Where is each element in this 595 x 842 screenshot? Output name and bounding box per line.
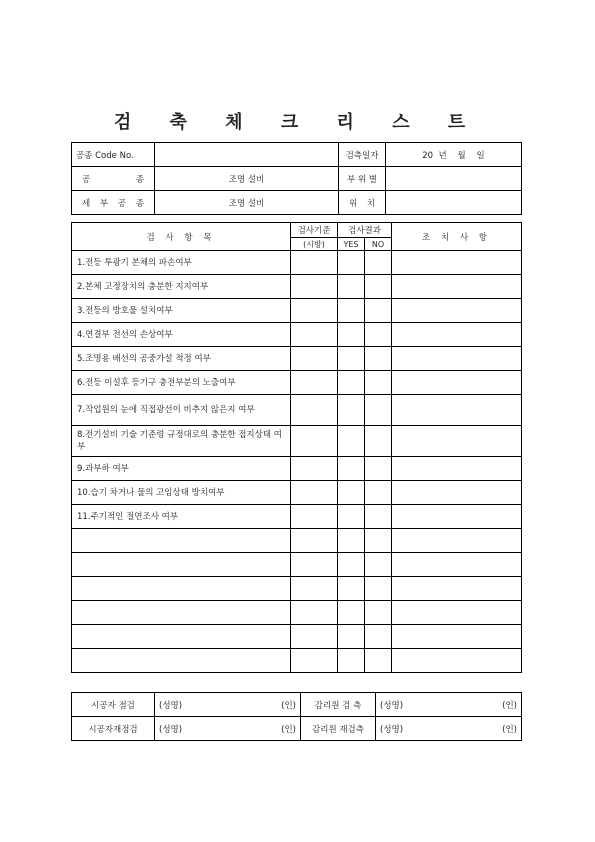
no-cell[interactable]: [365, 481, 392, 505]
criteria-cell[interactable]: [291, 481, 338, 505]
checklist-row: [72, 251, 522, 275]
yes-cell[interactable]: [338, 625, 365, 649]
action-cell[interactable]: [392, 347, 522, 371]
no-cell[interactable]: [365, 577, 392, 601]
action-cell[interactable]: [392, 457, 522, 481]
checklist-item-label: [72, 649, 291, 673]
no-cell[interactable]: [365, 505, 392, 529]
action-cell[interactable]: [392, 371, 522, 395]
no-cell[interactable]: [365, 649, 392, 673]
yes-cell[interactable]: [338, 426, 365, 457]
checklist-row: [72, 553, 522, 577]
yes-cell[interactable]: [338, 275, 365, 299]
name-label: (성명): [159, 724, 183, 735]
action-cell[interactable]: [392, 553, 522, 577]
checklist-row: [72, 529, 522, 553]
name-label: (성명): [380, 700, 404, 711]
criteria-cell[interactable]: [291, 395, 338, 426]
checklist-item-label: 7.작업원의 눈에 직접광선이 비추지 않은지 여부: [72, 395, 291, 426]
yes-cell[interactable]: [338, 601, 365, 625]
location-label: 위 치: [339, 191, 386, 215]
checklist-item-label: [72, 577, 291, 601]
date-label: 검측일자: [339, 143, 386, 167]
checklist-row: [72, 577, 522, 601]
action-cell[interactable]: [392, 529, 522, 553]
criteria-cell[interactable]: [291, 426, 338, 457]
code-value[interactable]: [155, 143, 339, 167]
header-yes: YES: [338, 238, 365, 251]
checklist-row: [72, 371, 522, 395]
criteria-cell[interactable]: [291, 251, 338, 275]
action-cell[interactable]: [392, 426, 522, 457]
no-cell[interactable]: [365, 601, 392, 625]
no-cell[interactable]: [365, 529, 392, 553]
name-label: (성명): [159, 700, 183, 711]
seal-label: (인): [281, 724, 296, 735]
action-cell[interactable]: [392, 577, 522, 601]
checklist-item-label: [72, 553, 291, 577]
action-cell[interactable]: [392, 625, 522, 649]
criteria-cell[interactable]: [291, 275, 338, 299]
criteria-cell[interactable]: [291, 457, 338, 481]
no-cell[interactable]: [365, 553, 392, 577]
header-result: 검사결과: [338, 223, 392, 238]
checklist-row: [72, 275, 522, 299]
yes-cell[interactable]: [338, 299, 365, 323]
checklist-item-label: 10.습기 차거나 물의 고임상태 방치여부: [72, 481, 291, 505]
supervisor-recheck-sign[interactable]: [376, 717, 522, 741]
part-value[interactable]: [386, 167, 522, 191]
no-cell[interactable]: [365, 426, 392, 457]
action-cell[interactable]: [392, 395, 522, 426]
yes-cell[interactable]: [338, 371, 365, 395]
checklist-item-label: 6.전등 이설후 등기구 충전부분의 노출여부: [72, 371, 291, 395]
date-value[interactable]: 20 년 월 일: [386, 143, 522, 167]
checklist-item-label: 8.전기설비 기술 기준령 규정대로의 충분한 접지상태 여부: [72, 426, 291, 457]
checklist-item-label: 11.주기적인 절연조사 여부: [72, 505, 291, 529]
no-cell[interactable]: [365, 457, 392, 481]
checklist-row: [72, 299, 522, 323]
checklist-row: [72, 426, 522, 457]
code-label: 공종 Code No.: [72, 143, 155, 167]
checklist-row: [72, 601, 522, 625]
criteria-cell[interactable]: [291, 299, 338, 323]
header-action: 조 치 사 항: [392, 223, 522, 251]
checklist-item-label: 5.조명용 배선의 공중가설 적정 여부: [72, 347, 291, 371]
yes-cell[interactable]: [338, 395, 365, 426]
contractor-check-label: 시공자 점검: [72, 693, 155, 717]
checklist-item-label: 2.본체 고정장치의 충분한 지지여부: [72, 275, 291, 299]
part-label: 부 위 별: [339, 167, 386, 191]
criteria-cell[interactable]: [291, 529, 338, 553]
checklist-item-label: [72, 529, 291, 553]
action-cell[interactable]: [392, 299, 522, 323]
contractor-recheck-sign[interactable]: [155, 717, 301, 741]
trade-label: 공 종: [72, 167, 155, 191]
name-label: (성명): [380, 724, 404, 735]
action-cell[interactable]: [392, 275, 522, 299]
no-cell[interactable]: [365, 275, 392, 299]
supervisor-check-label: 감리원 검 측: [301, 693, 376, 717]
criteria-cell[interactable]: [291, 577, 338, 601]
yes-cell[interactable]: [338, 481, 365, 505]
checklist-row: [72, 323, 522, 347]
signature-table: [71, 692, 522, 741]
checklist-row: [72, 649, 522, 673]
seal-label: (인): [502, 700, 517, 711]
yes-cell[interactable]: [338, 251, 365, 275]
yes-cell[interactable]: [338, 577, 365, 601]
checklist-item-label: [72, 625, 291, 649]
no-cell[interactable]: [365, 323, 392, 347]
yes-cell[interactable]: [338, 505, 365, 529]
checklist-row: [72, 395, 522, 426]
action-cell[interactable]: [392, 649, 522, 673]
checklist-item-label: 4.연결부 전선의 손상여부: [72, 323, 291, 347]
header-no: NO: [365, 238, 392, 251]
yes-cell[interactable]: [338, 553, 365, 577]
criteria-cell[interactable]: [291, 601, 338, 625]
yes-cell[interactable]: [338, 529, 365, 553]
header-criteria-sub: (시방): [291, 238, 338, 251]
action-cell[interactable]: [392, 481, 522, 505]
checklist-item-label: 3.전등의 방호물 설치여부: [72, 299, 291, 323]
header-criteria: 검사기준: [291, 223, 338, 238]
sub-trade-label: 세 부 공 종: [72, 191, 155, 215]
sub-trade-value[interactable]: 조명 설비: [155, 191, 339, 215]
criteria-cell[interactable]: [291, 323, 338, 347]
no-cell[interactable]: [365, 395, 392, 426]
trade-value[interactable]: 조명 설비: [155, 167, 339, 191]
header-item: 검 사 항 목: [72, 223, 291, 251]
yes-cell[interactable]: [338, 347, 365, 371]
checklist-row: [72, 457, 522, 481]
no-cell[interactable]: [365, 371, 392, 395]
criteria-cell[interactable]: [291, 553, 338, 577]
checklist-table: [71, 222, 522, 673]
contractor-recheck-label: 시공자재점검: [72, 717, 155, 741]
action-cell[interactable]: [392, 323, 522, 347]
checklist-item-label: 1.전등 투광기 본체의 파손여부: [72, 251, 291, 275]
action-cell[interactable]: [392, 505, 522, 529]
info-table: [71, 142, 522, 215]
seal-label: (인): [502, 724, 517, 735]
checklist-item-label: [72, 601, 291, 625]
no-cell[interactable]: [365, 347, 392, 371]
checklist-row: [72, 347, 522, 371]
checklist-row: [72, 481, 522, 505]
action-cell[interactable]: [392, 251, 522, 275]
supervisor-recheck-label: 감리원 재검측: [301, 717, 376, 741]
yes-cell[interactable]: [338, 323, 365, 347]
location-value[interactable]: [386, 191, 522, 215]
criteria-cell[interactable]: [291, 371, 338, 395]
action-cell[interactable]: [392, 601, 522, 625]
criteria-cell[interactable]: [291, 347, 338, 371]
criteria-cell[interactable]: [291, 649, 338, 673]
checklist-row: [72, 505, 522, 529]
yes-cell[interactable]: [338, 649, 365, 673]
no-cell[interactable]: [365, 251, 392, 275]
supervisor-check-sign[interactable]: [376, 693, 522, 717]
no-cell[interactable]: [365, 625, 392, 649]
no-cell[interactable]: [365, 299, 392, 323]
yes-cell[interactable]: [338, 457, 365, 481]
page-title: 검 축 체 크 리 스 트: [113, 112, 482, 133]
seal-label: (인): [281, 700, 296, 711]
checklist-row: [72, 625, 522, 649]
criteria-cell[interactable]: [291, 625, 338, 649]
checklist-item-label: 9.과부하 여부: [72, 457, 291, 481]
criteria-cell[interactable]: [291, 505, 338, 529]
contractor-check-sign[interactable]: [155, 693, 301, 717]
